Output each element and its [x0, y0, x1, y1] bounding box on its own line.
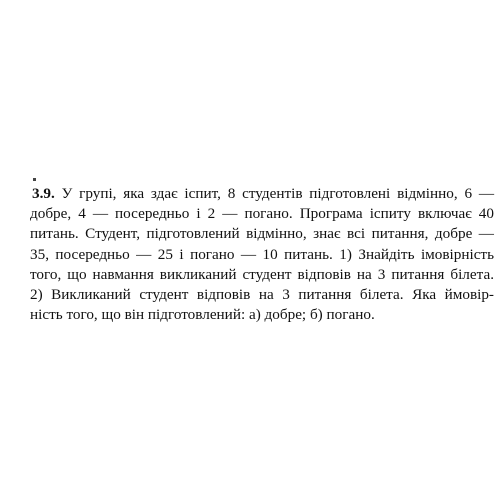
problem-line-3: питань. Студент, підготовлений відмінно, знає всі питання, добре — — [30, 225, 494, 243]
problem-line-1 — [30, 184, 494, 204]
problem-line-2: добре, 4 — посередньо і 2 — погано. Програма іспиту включає 40 — [30, 205, 494, 223]
problem-line-6: 2) Викликаний студент відповів на 3 питання білета. Яка ймовір- — [30, 286, 494, 304]
problem-3-9 — [30, 184, 494, 325]
problem-text-line-1: У групі, яка здає іспит, 8 студентів підготовлені відмінно, 6 — — [61, 185, 495, 202]
problem-line-4: 35, посередньо — 25 і погано — 10 питань. 1) Знайдіть імовірність — [30, 245, 494, 263]
scan-mark — [33, 178, 36, 181]
problem-line-5: того, що навмання викликаний студент відповів на 3 питання білета. — [30, 265, 494, 283]
problem-number: 3.9. — [32, 185, 55, 202]
problem-line-7: ність того, що він підготовлений: а) добре; б) погано. — [30, 306, 375, 324]
